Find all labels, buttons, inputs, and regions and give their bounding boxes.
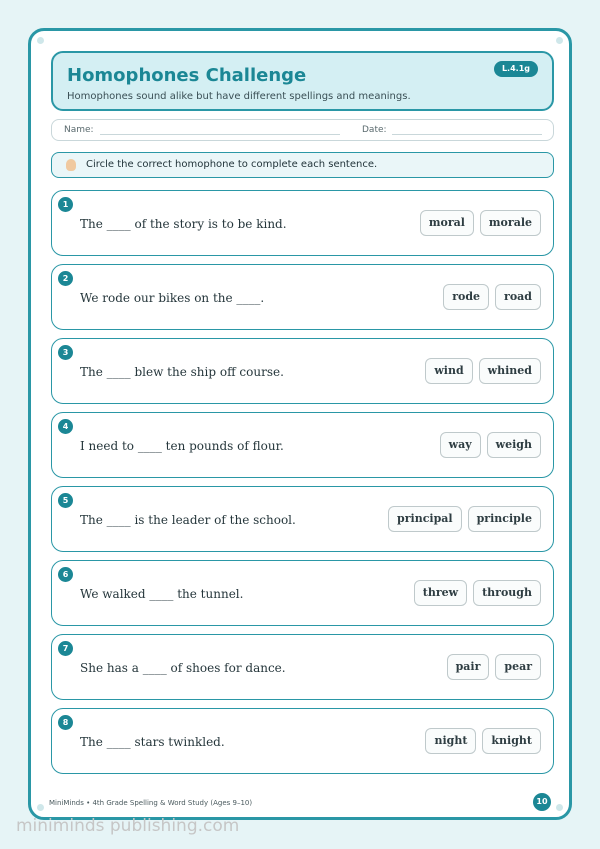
question-number: 1: [58, 197, 73, 212]
answer-option-way[interactable]: way: [440, 432, 481, 458]
footer-credit: MiniMinds • 4th Grade Spelling & Word Study (Ages 9–10): [49, 799, 253, 807]
corner-dot: [556, 37, 563, 44]
answer-option-knight[interactable]: knight: [482, 728, 541, 754]
header-panel: [51, 51, 554, 111]
question-sentence: We rode our bikes on the ____.: [80, 291, 265, 305]
answer-option-road[interactable]: road: [495, 284, 541, 310]
answer-option-morale[interactable]: morale: [480, 210, 541, 236]
answer-options: [447, 654, 541, 680]
question-sentence: The ____ stars twinkled.: [80, 735, 225, 749]
question-card: [51, 264, 554, 330]
date-label: Date:: [362, 125, 387, 135]
question-card: [51, 190, 554, 256]
instruction-text: Circle the correct homophone to complete each sentence.: [86, 159, 378, 170]
question-card: [51, 708, 554, 774]
answer-options: [440, 432, 541, 458]
watermark: miniminds publishing.com: [16, 816, 240, 836]
standard-badge: L.4.1g: [494, 61, 538, 77]
question-number: 4: [58, 419, 73, 434]
answer-options: [388, 506, 541, 532]
answer-option-pair[interactable]: pair: [447, 654, 490, 680]
name-field[interactable]: [100, 134, 340, 135]
answer-option-principal[interactable]: principal: [388, 506, 462, 532]
answer-options: [425, 728, 541, 754]
name-date-bar: [51, 119, 554, 141]
question-card: [51, 338, 554, 404]
answer-option-moral[interactable]: moral: [420, 210, 474, 236]
answer-options: [414, 580, 541, 606]
question-number: 6: [58, 567, 73, 582]
answer-options: [443, 284, 541, 310]
answer-option-whined[interactable]: whined: [479, 358, 541, 384]
answer-option-rode[interactable]: rode: [443, 284, 489, 310]
answer-options: [420, 210, 541, 236]
page-number: 10: [533, 793, 551, 811]
page-title: Homophones Challenge: [67, 65, 307, 86]
question-number: 3: [58, 345, 73, 360]
question-number: 7: [58, 641, 73, 656]
question-number: 8: [58, 715, 73, 730]
corner-dot: [37, 37, 44, 44]
question-number: 2: [58, 271, 73, 286]
question-sentence: I need to ____ ten pounds of flour.: [80, 439, 284, 453]
answer-option-night[interactable]: night: [425, 728, 476, 754]
answer-option-threw[interactable]: threw: [414, 580, 467, 606]
hand-icon: [66, 159, 76, 171]
answer-option-wind[interactable]: wind: [425, 358, 472, 384]
answer-option-principle[interactable]: principle: [468, 506, 541, 532]
date-field[interactable]: [392, 134, 542, 135]
instruction-bar: [51, 152, 554, 178]
question-sentence: The ____ blew the ship off course.: [80, 365, 284, 379]
name-label: Name:: [64, 125, 94, 135]
corner-dot: [37, 804, 44, 811]
question-sentence: The ____ is the leader of the school.: [80, 513, 296, 527]
question-sentence: She has a ____ of shoes for dance.: [80, 661, 286, 675]
answer-option-weigh[interactable]: weigh: [487, 432, 541, 458]
question-card: [51, 486, 554, 552]
question-card: [51, 412, 554, 478]
corner-dot: [556, 804, 563, 811]
answer-options: [425, 358, 541, 384]
question-card: [51, 560, 554, 626]
page-subtitle: Homophones sound alike but have different spellings and meanings.: [67, 91, 411, 102]
question-number: 5: [58, 493, 73, 508]
question-card: [51, 634, 554, 700]
answer-option-pear[interactable]: pear: [495, 654, 541, 680]
answer-option-through[interactable]: through: [473, 580, 541, 606]
worksheet-page: [28, 28, 572, 820]
question-sentence: We walked ____ the tunnel.: [80, 587, 244, 601]
question-sentence: The ____ of the story is to be kind.: [80, 217, 287, 231]
